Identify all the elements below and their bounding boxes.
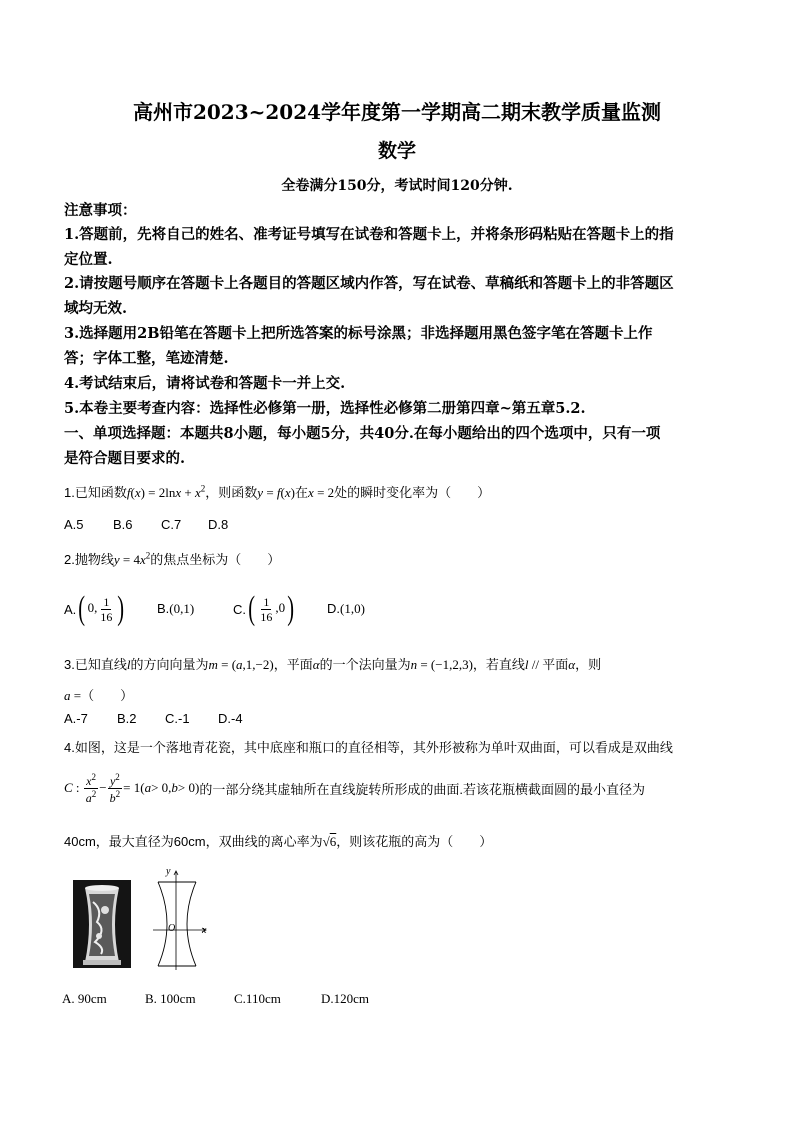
q4-option-a[interactable]: A. 90cm [62,991,107,1006]
vase-photo [73,880,131,968]
question-3-line-1: 3.已知直线l的方向向量为m = (a,1,−2)，平面α的一个法向量为n = (−1,2,3)，若直线l // 平面α，则 [64,657,602,672]
q1-formula-x: x = 2 [308,485,335,500]
note-2-line-1: 2.请按题号顺序在答题卡上各题目的答题区域内作答，写在试卷、草稿纸和答题卡上的非答题区 [64,275,674,292]
vase-image [73,880,131,968]
q1-option-c[interactable]: C.7 [161,517,182,532]
q4-hyperbola-eq: C : $\frac{x^2}{a^2}$ − $\frac{y^2}{b^2}$ = 1( a > 0, b > 0) [64,771,200,805]
q2-option-a-value: ( 0, $\frac{1}{16}$ ) [78,590,125,627]
q4-option-d[interactable]: D.120cm [321,991,370,1006]
q3-l-2: l [524,657,529,672]
notes-heading: 注意事项： [64,202,137,219]
note-2-line-2: 域均无效. [64,300,128,317]
note-1-line-2: 定位置. [64,251,113,268]
q2-option-c-value: ( $\frac{1}{16}$ ,0) [248,590,295,627]
q4-sqrt6: √6 [322,834,337,849]
q1-prefix: 1.已知函数 [64,485,127,500]
q4-option-c[interactable]: C.110cm [234,991,281,1006]
q1-mid2: 在 [295,485,309,500]
hyperbola-figure [150,868,212,972]
q2-option-c[interactable]: C. ( $\frac{1}{16}$ ,0) [233,592,296,626]
note-1-line-1: 1.答题前，先将自己的姓名、准考证号填写在试卷和答题卡上，并将条形码粘贴在答题卡上的指 [64,226,674,243]
q2-prefix: 2.抛物线 [64,552,114,567]
q2-option-b-value: (0,1) [169,601,195,616]
q3-alpha-2: α [568,657,576,672]
q3-a-eq: a = [64,688,82,703]
section-1-line-1: 一、单项选择题：本题共8小题，每小题5分，共40分.在每小题给出的四个选项中，只有一项 [64,425,661,442]
question-4-line-3: 40cm，最大直径为60cm，双曲线的离心率为√6，则该花瓶的高为（ ） [64,834,493,849]
question-4-line-2: C : $\frac{x^2}{a^2}$ − $\frac{y^2}{b^2}$ = 1( a > 0, b > 0) 的一部分绕其虚轴所在直线旋转所形成的曲面.若该花瓶横截面圆的最小直径为 [64,771,645,805]
q1-mid: ，则函数 [205,485,258,500]
q2-suffix: 的焦点坐标为（ ） [150,552,281,567]
note-5: 5.本卷主要考查内容：选择性必修第一册，选择性必修第二册第四章~第五章5.2. [64,400,586,417]
q1-suffix: 处的瞬时变化率为（ ） [334,485,491,500]
q2-option-a[interactable]: A. ( 0, $\frac{1}{16}$ ) [64,592,127,626]
question-3-line-2: a =（ ） [64,688,134,703]
question-1 [64,482,490,501]
diagram-origin-label: O [168,923,176,934]
section-1-line-2: 是符合题目要求的. [64,450,186,467]
q3-option-a[interactable]: A.-7 [64,711,88,726]
question-4-line-1: 4.如图，这是一个落地青花瓷，其中底座和瓶口的直径相等，其外形被称为单叶双曲面，可以看成是双曲线 [64,740,673,755]
q1-formula-y: y = f(x) [257,485,296,500]
note-4: 4.考试结束后，请将试卷和答题卡一并上交. [64,375,346,392]
note-3-line-2: 答；字体工整，笔迹清楚. [64,350,229,367]
q3-l: l [126,657,131,672]
diagram-y-label: y [166,866,171,877]
q1-option-b[interactable]: B.6 [113,517,133,532]
q2-option-b[interactable]: B.(0,1) [157,601,195,616]
q2-option-d-value: (1,0) [340,601,365,616]
q4-option-b[interactable]: B. 100cm [145,991,196,1006]
q3-alpha: α [312,657,320,672]
q1-option-a[interactable]: A.5 [64,517,84,532]
q1-formula-f: $f(x) = 2\ln x + x^2$ [126,483,206,500]
q2-option-d[interactable]: D.(1,0) [327,601,365,616]
question-2 [64,549,280,568]
q3-option-b[interactable]: B.2 [117,711,137,726]
q3-vector-m: m = (a,1,−2) [208,657,274,672]
note-3-line-1: 3.选择题用2B铅笔在答题卡上把所选答案的标号涂黑；非选择题用黑色签字笔在答题卡上作 [64,325,653,342]
q1-option-d[interactable]: D.8 [208,517,229,532]
q3-parallel: // [528,657,543,672]
hyperbola-diagram [150,868,212,972]
q3-option-d[interactable]: D.-4 [218,711,243,726]
diagram-x-label: x [202,925,207,936]
exam-title: 高州市2023~2024学年度第一学期高二期末教学质量监测 [132,100,662,124]
q2-formula: $y = 4x^2$ [113,550,151,567]
exam-info: 全卷满分150分，考试时间120分钟. [281,178,513,194]
q3-option-c[interactable]: C.-1 [165,711,190,726]
subject-title: 数学 [377,140,416,162]
q3-vector-n: n = (−1,2,3) [410,657,473,672]
